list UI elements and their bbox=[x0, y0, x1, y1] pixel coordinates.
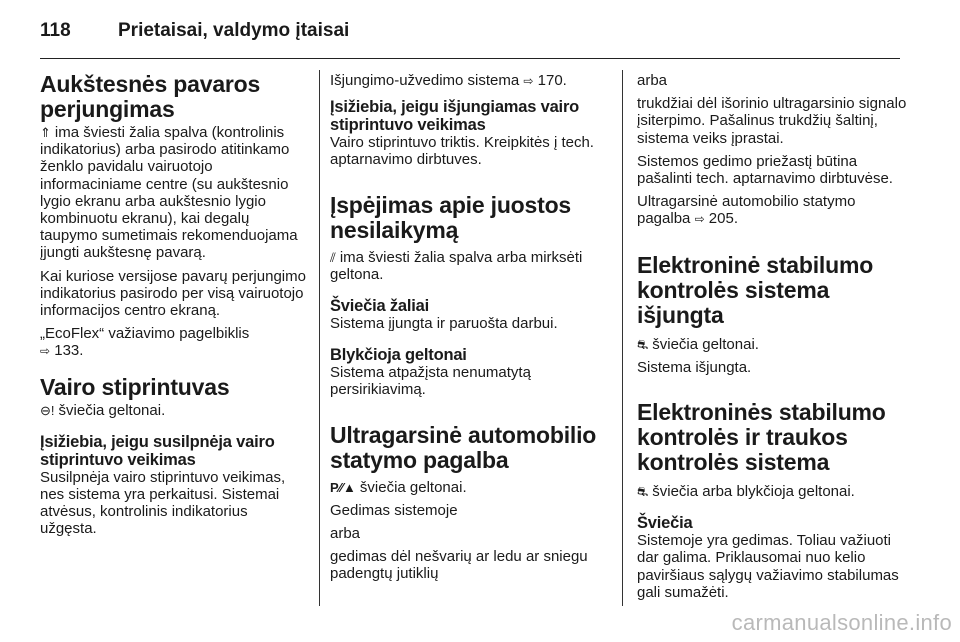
lane-departure-icon: ⫽ bbox=[330, 249, 336, 265]
page-header bbox=[40, 14, 900, 60]
paragraph-parking-assist: P⁄⁄▲ šviečia geltonai. bbox=[330, 478, 467, 496]
heading-gear-shift: Aukštesnės pavaros perjungimas bbox=[40, 71, 261, 122]
heading-lit: Šviečia bbox=[637, 514, 693, 533]
paragraph-interference: trukdžiai dėl išorinio ultragarsinio signalo įsiterpimo. Pašalinus trukdžių šaltinį, sistema veiks įprastai. bbox=[637, 95, 907, 147]
heading-lit-green: Šviečia žaliai bbox=[330, 297, 430, 316]
paragraph-lit: Sistemoje yra gedimas. Toliau važiuoti dar galima. Priklausomai nuo kelio paviršiaus sąlygų važiavimo stabilumas gali sumažėti. bbox=[637, 532, 899, 601]
paragraph-lane-departure: ⫽ ima šviesti žalia spalva arba mirksėti geltona. bbox=[330, 248, 583, 283]
paragraph-parking-ref: Ultragarsinė automobilio statymo pagalba ⇨ 205. bbox=[637, 193, 856, 228]
page-ref-arrow-icon: ⇨ bbox=[40, 344, 51, 359]
heading-steering-off: Įsižiebia, jeigu išjungiamas vairo stiprintuvo veikimas bbox=[330, 98, 580, 135]
paragraph-system-off: Sistema išjungta. bbox=[637, 358, 752, 376]
paragraph-gear-shift-2: Kai kuriose versijose pavarų perjungimo indikatorius pasirodo per visą vairuotojo informacijos centro ekraną. bbox=[40, 267, 306, 320]
paragraph-system-fault: Gedimas sistemoje bbox=[330, 501, 458, 519]
paragraph-dirty-sensors: gedimas dėl nešvarių ar ledu ar sniegu padengtų jutiklių bbox=[330, 548, 588, 583]
page-ref-arrow-icon: ⇨ bbox=[694, 212, 705, 227]
heading-esc-off: Elektroninė stabilumo kontrolės sistema išjungta bbox=[637, 251, 874, 328]
paragraph-ecoflex: „EcoFlex“ važiavimo pagelbiklis ⇨ 133. bbox=[40, 325, 250, 360]
paragraph-esc-tc: ⛐ šviečia arba blykčioja geltonai. bbox=[637, 483, 855, 501]
esc-icon: ⛐ bbox=[637, 484, 649, 500]
column-divider-1 bbox=[319, 70, 320, 606]
watermark: carmanualsonline.info bbox=[731, 610, 952, 635]
esc-off-icon: ⛐ bbox=[637, 336, 649, 352]
paragraph-or: arba bbox=[330, 525, 361, 543]
column-3 bbox=[637, 72, 907, 607]
paragraph-steering-off: Vairo stiprintuvo triktis. Kreipkitės į tech. aptarnavimo dirbtuves. bbox=[330, 134, 594, 169]
header-title: Prietaisai, valdymo įtaisai bbox=[118, 20, 350, 41]
heading-esc-tc: Elektroninės stabilumo kontrolės ir traukos kontrolės sistema bbox=[637, 399, 886, 476]
column-divider-2 bbox=[622, 70, 623, 606]
heading-parking-assist: Ultragarsinė automobilio statymo pagalba bbox=[330, 421, 597, 473]
paragraph-steering-reduced: Susilpnėja vairo stiprintuvo veikimas, nes sistema yra perkaitusi. Sistemai atvėsus, kontrolinis indikatorius užgęsta. bbox=[40, 468, 286, 538]
column-2 bbox=[330, 72, 605, 589]
paragraph-or: arba bbox=[637, 72, 668, 89]
paragraph-gear-shift: ⇑ ima šviesti žalia spalva (kontrolinis indikatorius) arba pasirodo atitinkamo ženklo pavidalu vairuotojo informaciniame centre (su aukštesnio lygio ekranu arba aukštesnio lygio kombinuotu ekranu), kai degalų taupymo sumetimais rekomenduojama įjungti aukštesnę pavarą. bbox=[40, 124, 298, 262]
paragraph-esc-off: ⛐ šviečia geltonai. bbox=[637, 335, 759, 353]
paragraph-power-steering: ⊖! šviečia geltonai. bbox=[40, 401, 166, 419]
page-ref-arrow-icon: ⇨ bbox=[523, 74, 534, 88]
paragraph-flashing-yellow: Sistema atpažįsta nenumatytą persirikiavimą. bbox=[330, 364, 531, 399]
parking-assist-icon: P⁄⁄▲ bbox=[330, 479, 356, 495]
page-number: 118 bbox=[40, 20, 71, 41]
steering-warning-icon: ⊖! bbox=[40, 402, 55, 418]
header-rule bbox=[40, 58, 900, 59]
heading-flashing-yellow: Blykčioja geltonai bbox=[330, 346, 467, 365]
heading-steering-reduced: Įsižiebia, jeigu susilpnėja vairo stiprintuvo veikimas bbox=[40, 432, 275, 469]
paragraph-lit-green: Sistema įjungta ir paruošta darbui. bbox=[330, 315, 558, 333]
gear-shift-icon: ⇑ bbox=[40, 125, 51, 140]
heading-power-steering: Vairo stiprintuvas bbox=[40, 373, 230, 400]
paragraph-stop-start: Išjungimo-užvedimo sistema ⇨ 170. bbox=[330, 72, 567, 89]
column-1 bbox=[40, 72, 308, 544]
paragraph-cause: Sistemos gedimo priežastį būtina pašalinti tech. aptarnavimo dirbtuvėse. bbox=[637, 152, 893, 188]
heading-lane-departure: Įspėjimas apie juostos nesilaikymą bbox=[330, 191, 572, 243]
